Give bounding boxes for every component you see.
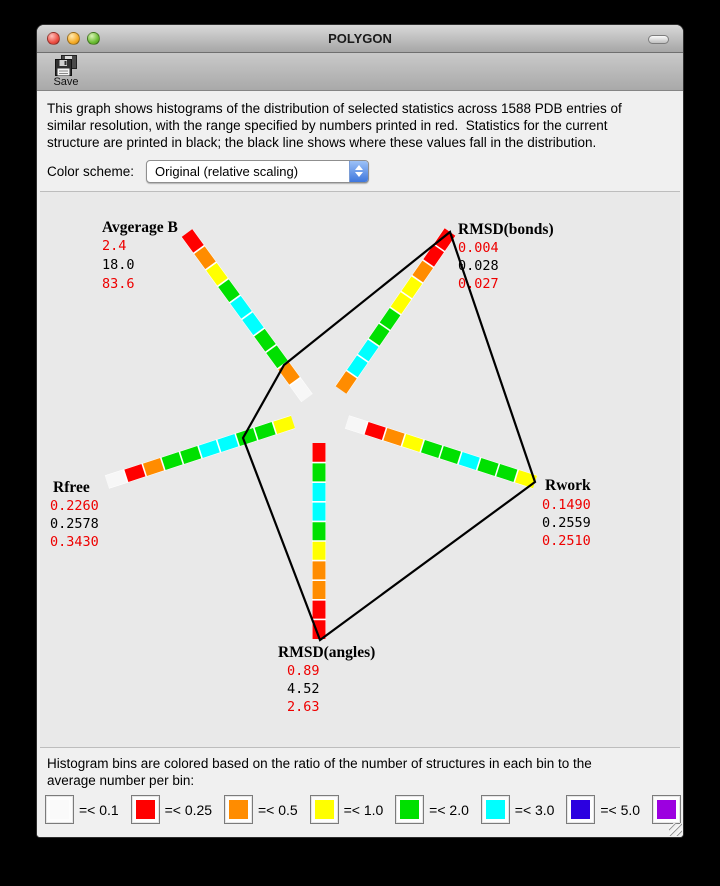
axis-rfree-current-value: 0.2578 — [50, 516, 99, 532]
legend-swatch-color-8 — [657, 800, 676, 819]
toolbar — [37, 53, 683, 91]
polygon-window — [36, 24, 684, 838]
axis-rwork-label: Rwork — [545, 477, 591, 494]
axis-rfree-histogram — [50, 422, 293, 550]
axis-average_b-range-min: 2.4 — [102, 238, 127, 254]
legend-swatch-box-7 — [566, 795, 595, 824]
legend-label-4: =< 1.0 — [343, 801, 384, 818]
description-line-3: structure are printed in black; the black line shows where these values fall in the distribution. — [47, 135, 597, 150]
legend-swatch-box-6 — [481, 795, 510, 824]
legend-item-3 — [224, 795, 298, 824]
axis-average_b-histogram — [102, 219, 307, 398]
color-scheme-label: Color scheme: — [47, 163, 135, 179]
legend-item-8 — [652, 795, 681, 824]
legend-item-5 — [395, 795, 469, 824]
legend-panel — [37, 749, 683, 837]
dropdown-stepper-icon — [349, 161, 368, 182]
axis-rmsd_bonds-current-value: 0.028 — [458, 258, 499, 274]
legend-swatch-box-8 — [652, 795, 681, 824]
legend-description — [47, 755, 592, 789]
legend-item-7 — [566, 795, 640, 824]
window-title: POLYGON — [328, 31, 392, 46]
legend-label-6: =< 3.0 — [514, 801, 555, 818]
polygon-plot — [40, 191, 680, 748]
legend-swatch-color-1 — [50, 800, 69, 819]
axis-rmsd_bonds-range-max: 0.027 — [458, 276, 499, 292]
legend-swatch-box-3 — [224, 795, 253, 824]
legend-item-4 — [310, 795, 384, 824]
color-scheme-row — [47, 159, 369, 183]
legend-swatch-box-4 — [310, 795, 339, 824]
axis-average_b-label: Avgerage B — [102, 219, 178, 236]
legend-label-3: =< 0.5 — [257, 801, 298, 818]
axis-average_b-current-value: 18.0 — [102, 257, 135, 273]
title-bar[interactable] — [37, 25, 683, 53]
chevron-up-icon — [355, 165, 363, 170]
axis-rfree-range-max: 0.3430 — [50, 534, 99, 550]
axis-rwork-range-max: 0.2510 — [542, 533, 591, 549]
axis-rmsd_bonds-range-min: 0.004 — [458, 240, 499, 256]
legend-bins — [45, 795, 681, 824]
legend-swatch-box-5 — [395, 795, 424, 824]
content-area — [37, 92, 683, 837]
legend-label-2: =< 0.25 — [164, 801, 213, 818]
legend-swatch-color-3 — [229, 800, 248, 819]
description-text — [47, 100, 677, 151]
legend-label-7: =< 5.0 — [600, 801, 641, 818]
description-line-1: This graph shows histograms of the distribution of selected statistics across 1588 PDB entries of — [47, 101, 622, 116]
axis-rmsd_angles-range-min: 0.89 — [287, 663, 320, 679]
axis-rwork-current-value: 0.2559 — [542, 515, 591, 531]
axis-rwork-range-min: 0.1490 — [542, 497, 591, 513]
legend-item-1 — [45, 795, 119, 824]
description-line-2: similar resolution, with the range specified by numbers printed in red. Statistics for the current — [47, 118, 608, 133]
floppy-disk-icon — [54, 55, 78, 76]
legend-swatch-color-7 — [571, 800, 590, 819]
legend-description-line-2: average number per bin: — [47, 773, 195, 788]
toolbar-toggle-pill[interactable] — [648, 35, 669, 44]
axis-rmsd_bonds-histogram — [341, 221, 554, 390]
axis-rmsd_angles-range-max: 2.63 — [287, 699, 320, 715]
color-scheme-dropdown[interactable] — [146, 160, 369, 183]
legend-swatch-box-1 — [45, 795, 74, 824]
legend-swatch-color-6 — [486, 800, 505, 819]
legend-label-5: =< 2.0 — [429, 801, 469, 818]
save-button-label: Save — [53, 76, 79, 88]
polygon-plot-svg — [40, 192, 680, 747]
legend-item-6 — [481, 795, 555, 824]
resize-grip[interactable] — [669, 823, 682, 836]
axis-average_b-range-max: 83.6 — [102, 276, 135, 292]
color-scheme-selected: Original (relative scaling) — [155, 163, 299, 179]
axis-rfree-range-min: 0.2260 — [50, 498, 99, 514]
legend-swatch-box-2 — [131, 795, 160, 824]
legend-swatch-color-4 — [315, 800, 334, 819]
axis-rmsd_angles-histogram — [278, 443, 375, 715]
legend-swatch-color-2 — [136, 800, 155, 819]
axis-rfree-label: Rfree — [53, 479, 90, 496]
legend-item-2 — [131, 795, 213, 824]
legend-swatch-color-5 — [400, 800, 419, 819]
axis-rmsd_angles-label: RMSD(angles) — [278, 644, 376, 661]
axis-rmsd_angles-current-value: 4.52 — [287, 681, 320, 697]
legend-description-line-1: Histogram bins are colored based on the ratio of the number of structures in each bin to the — [47, 756, 592, 771]
legend-label-1: =< 0.1 — [79, 801, 119, 818]
axis-rmsd_bonds-label: RMSD(bonds) — [458, 221, 554, 238]
save-button[interactable] — [45, 54, 87, 90]
chevron-down-icon — [355, 172, 363, 177]
